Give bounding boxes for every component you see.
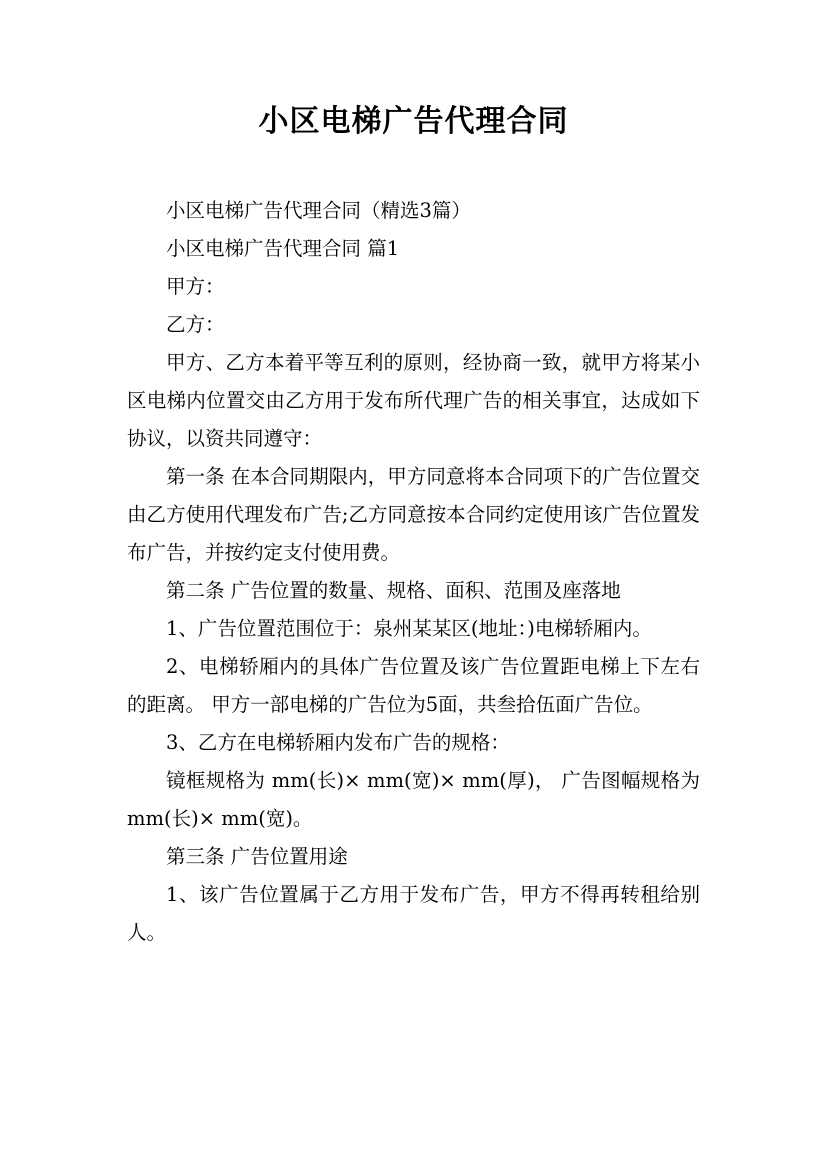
paragraph-article-2-item-3: 3、乙方在电梯轿厢内发布广告的规格： <box>166 731 510 754</box>
paragraph-article-3-heading: 第三条 广告位置用途 <box>166 845 348 868</box>
document-body <box>127 192 700 952</box>
paragraph-party-a: 甲方： <box>166 275 225 298</box>
paragraph-article-2-item-1: 1、广告位置范围位于：泉州某某区(地址：)电梯轿厢内。 <box>166 617 652 640</box>
paragraph-subtitle: 小区电梯广告代理合同（精选3篇） <box>166 199 471 222</box>
document-title: 小区电梯广告代理合同 <box>258 104 569 139</box>
paragraph-party-b: 乙方： <box>166 313 225 336</box>
paragraph-article-3-item-1: 1、该广告位置属于乙方用于发布广告，甲方不得再转租给别人。 <box>127 883 700 944</box>
paragraph-section-heading: 小区电梯广告代理合同 篇1 <box>166 237 400 260</box>
paragraph-article-2-heading: 第二条 广告位置的数量、规格、面积、范围及座落地 <box>166 579 621 602</box>
paragraph-article-2-item-2: 2、电梯轿厢内的具体广告位置及该广告位置距电梯上下左右的距离。 甲方一部电梯的广告位为5面，共叁拾伍面广告位。 <box>127 655 700 716</box>
paragraph-preamble: 甲方、乙方本着平等互利的原则，经协商一致，就甲方将某小区电梯内位置交由乙方用于发布所代理广告的相关事宜，达成如下协议，以资共同遵守： <box>127 351 700 450</box>
paragraph-frame-spec: 镜框规格为 mm(长)× mm(宽)× mm(厚)， 广告图幅规格为 mm(长)× mm(宽)。 <box>127 769 700 830</box>
paragraph-article-1: 第一条 在本合同期限内，甲方同意将本合同项下的广告位置交由乙方使用代理发布广告;乙方同意按本合同约定使用该广告位置发布广告，并按约定支付使用费。 <box>127 465 700 564</box>
